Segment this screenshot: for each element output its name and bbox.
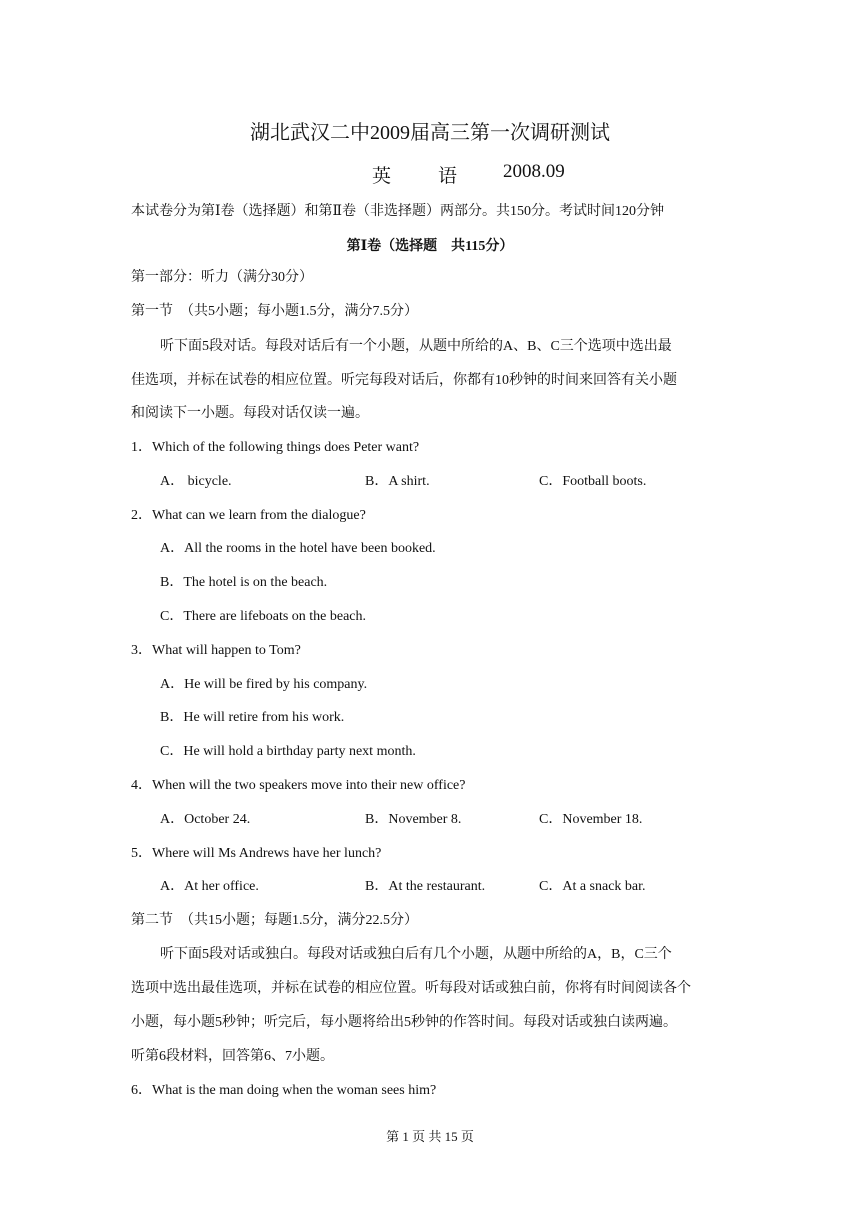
part-1-heading: 第一部分：听力（满分30分） bbox=[131, 270, 313, 285]
question-4: 4．When will the two speakers move into their new office? bbox=[131, 778, 466, 793]
sec1-heading: 第一节 （共5小题；每小题1.5分，满分7.5分） bbox=[131, 304, 418, 319]
subject-label: 英 语 bbox=[372, 166, 472, 187]
question-6: 6．What is the man doing when the woman sees him? bbox=[131, 1083, 437, 1098]
q3-option-c: C．He will hold a birthday party next month. bbox=[160, 744, 416, 759]
sec1-instruction-line: 佳选项，并标在试卷的相应位置。听完每段对话后，你都有10秒钟的时间来回答有关小题 bbox=[131, 373, 677, 388]
q2-option-b: B．The hotel is on the beach. bbox=[160, 575, 328, 590]
sec2-heading: 第二节 （共15小题；每题1.5分，满分22.5分） bbox=[131, 913, 418, 928]
q5-option-c: C．At a snack bar. bbox=[539, 879, 646, 894]
question-5: 5．Where will Ms Andrews have her lunch? bbox=[131, 846, 382, 861]
q3-option-a: A．He will be fired by his company. bbox=[160, 677, 368, 692]
sec2-instruction-line: 听第6段材料，回答第6、7小题。 bbox=[131, 1049, 334, 1064]
q4-option-c: C．November 18. bbox=[539, 812, 643, 827]
question-1: 1．Which of the following things does Peter want? bbox=[131, 440, 420, 455]
q2-option-c: C．There are lifeboats on the beach. bbox=[160, 609, 367, 624]
intro-text: 本试卷分为第Ⅰ卷（选择题）和第Ⅱ卷（非选择题）两部分。共150分。考试时间120分钟 bbox=[131, 204, 665, 219]
q4-option-b: B．November 8. bbox=[365, 812, 462, 827]
q5-option-b: B．At the restaurant. bbox=[365, 879, 486, 894]
sec1-instruction-line: 听下面5段对话。每段对话后有一个小题，从题中所给的A、B、C三个选项中选出最 bbox=[160, 339, 672, 354]
sec2-instruction-line: 选项中选出最佳选项，并标在试卷的相应位置。听每段对话或独白前，你将有时间阅读各个 bbox=[131, 981, 691, 996]
question-2: 2．What can we learn from the dialogue? bbox=[131, 508, 366, 523]
sec2-instruction-line: 小题，每小题5秒钟；听完后，每小题将给出5秒钟的作答时间。每段对话或独白读两遍。 bbox=[131, 1015, 677, 1030]
sec2-instruction-line: 听下面5段对话或独白。每段对话或独白后有几个小题，从题中所给的A，B，C三个 bbox=[160, 947, 672, 962]
q3-option-b: B．He will retire from his work. bbox=[160, 710, 345, 725]
q1-option-a: A． bicycle. bbox=[160, 474, 232, 489]
page-footer: 第 1 页 共 15 页 bbox=[386, 1129, 474, 1144]
q5-option-a: A．At her office. bbox=[160, 879, 259, 894]
q2-option-a: A．All the rooms in the hotel have been booked. bbox=[160, 541, 436, 556]
q1-option-b: B．A shirt. bbox=[365, 474, 430, 489]
exam-title: 湖北武汉二中2009届高三第一次调研测试 bbox=[250, 122, 610, 144]
exam-date: 2008.09 bbox=[503, 161, 565, 182]
question-3: 3．What will happen to Tom? bbox=[131, 643, 301, 658]
q1-option-c: C．Football boots. bbox=[539, 474, 647, 489]
sec1-instruction-line: 和阅读下一小题。每段对话仅读一遍。 bbox=[131, 406, 369, 421]
q4-option-a: A．October 24. bbox=[160, 812, 251, 827]
section-1-title: 第Ⅰ卷（选择题 共115分） bbox=[346, 239, 514, 254]
